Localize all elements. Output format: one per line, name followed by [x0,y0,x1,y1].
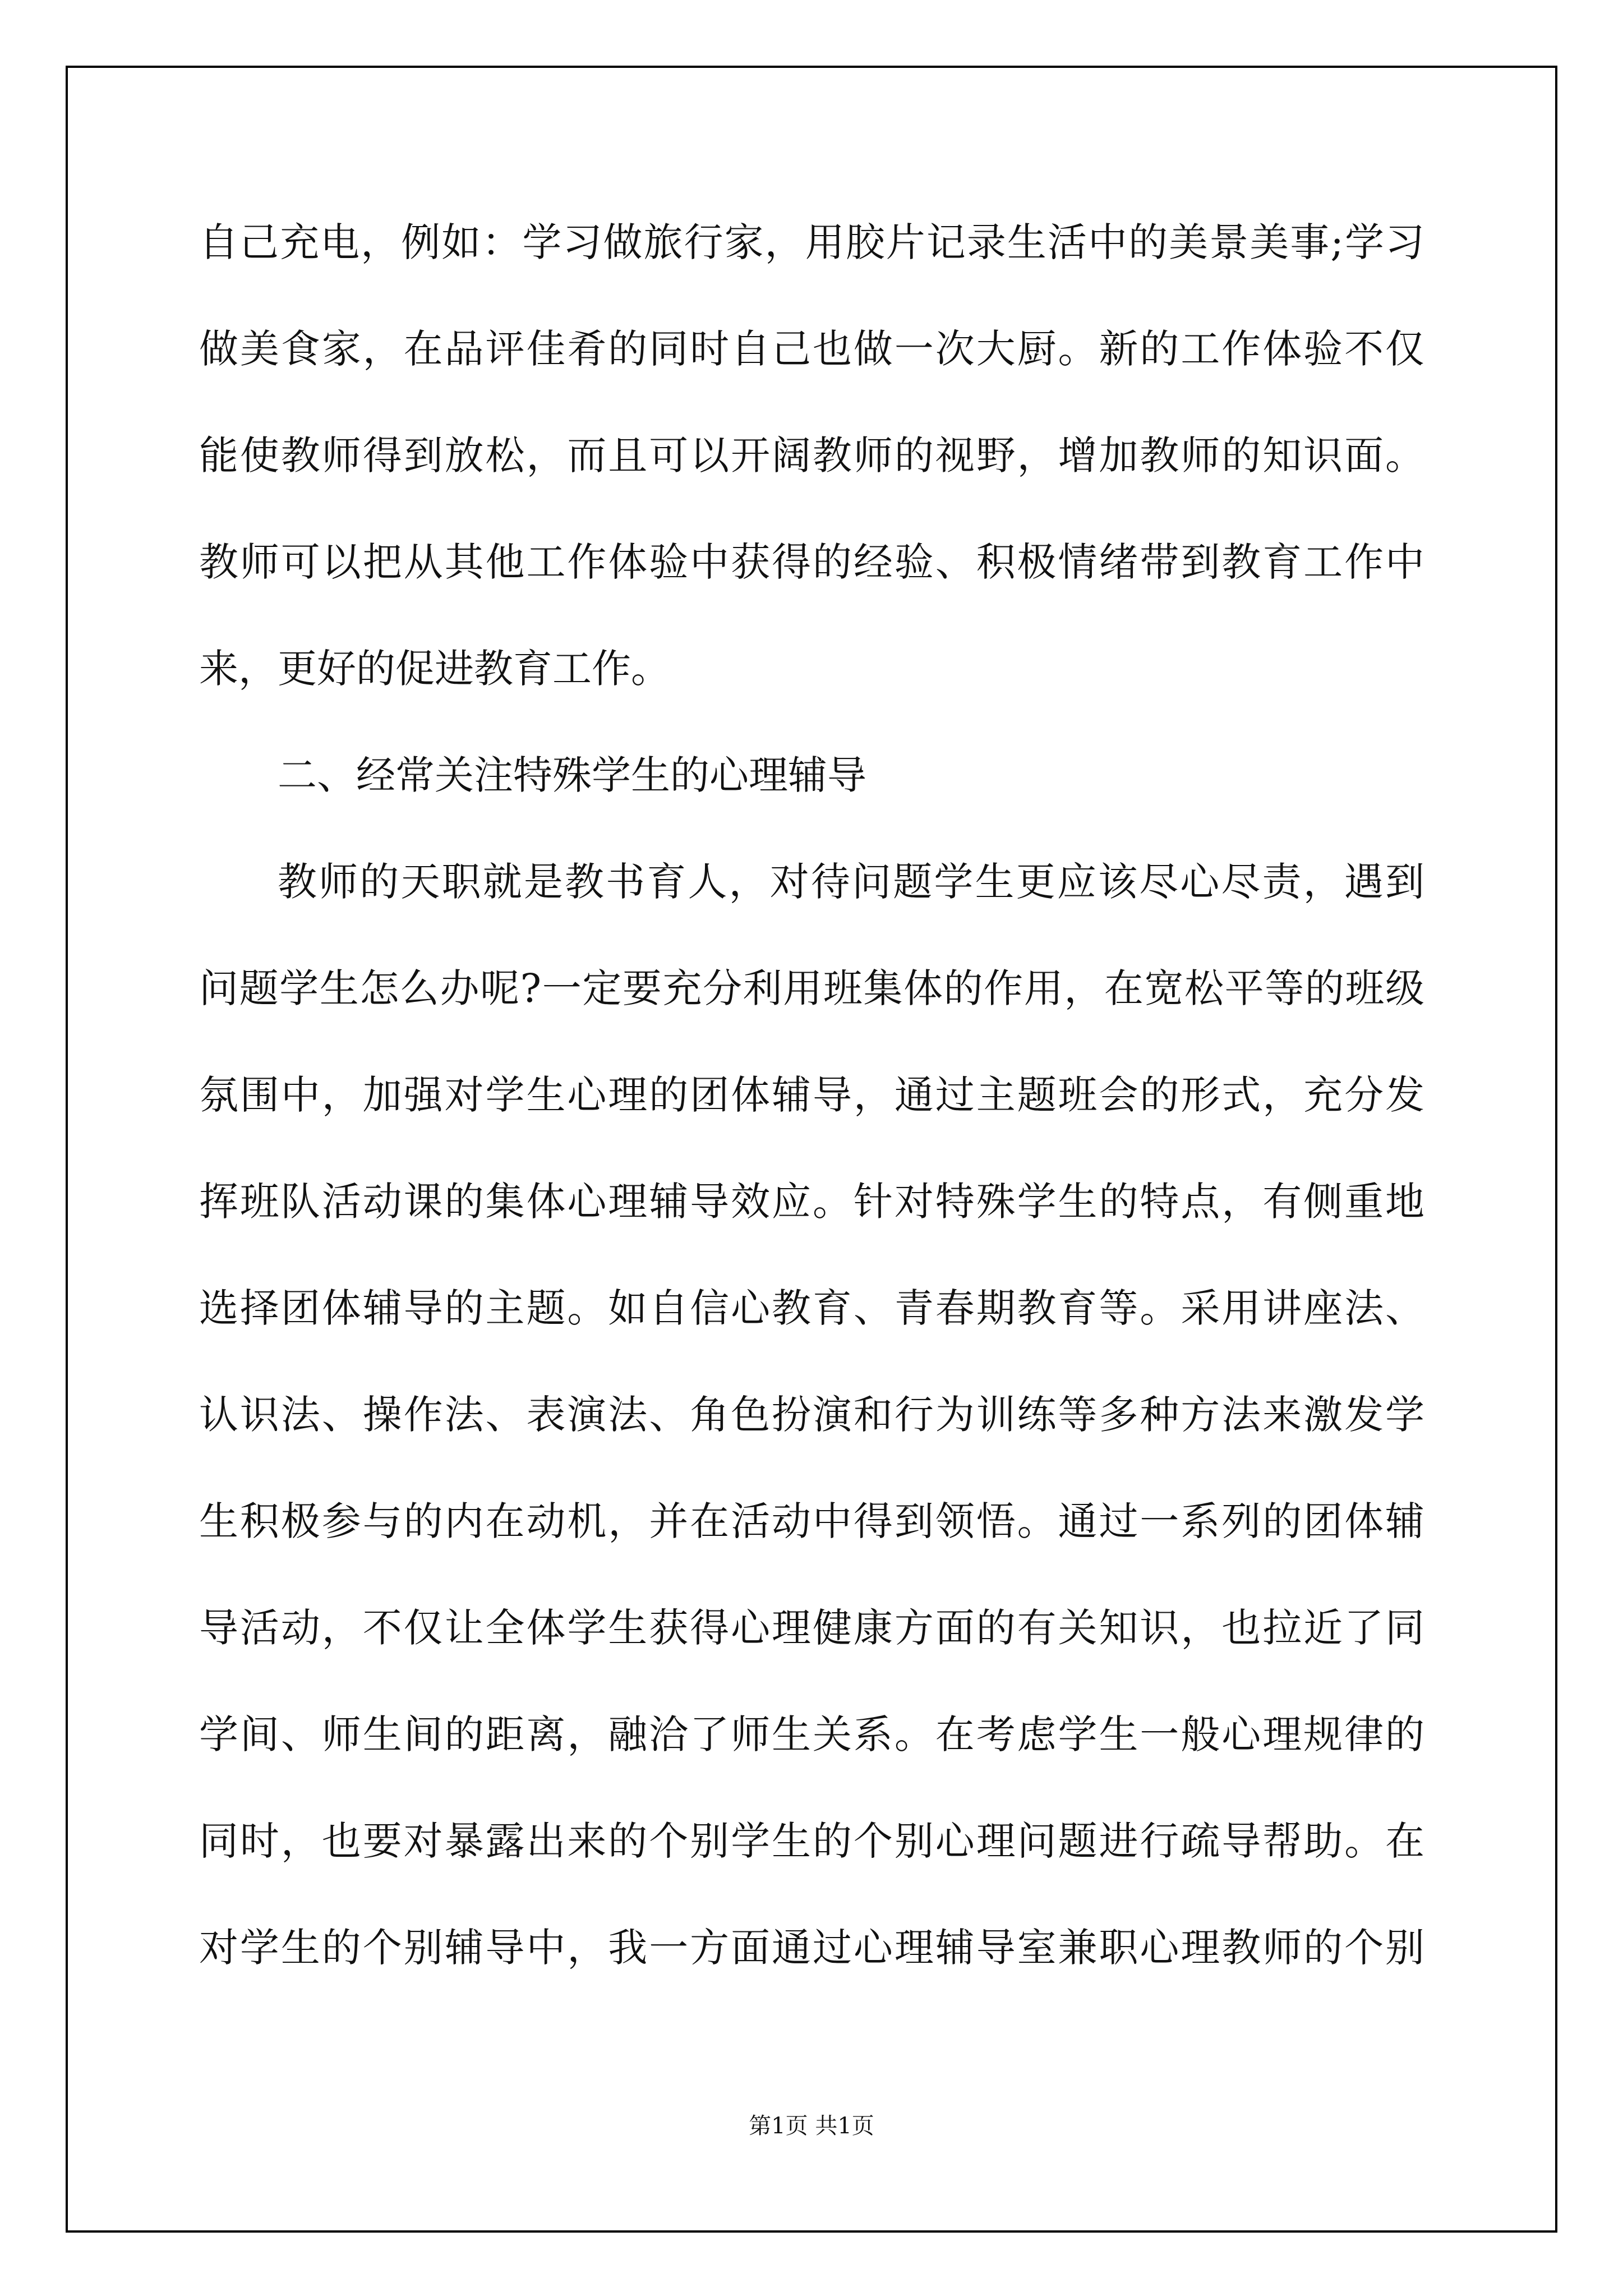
body-text-line: 教师可以把从其他工作体验中获得的经验、积极情绪带到教育工作中 [199,539,1424,585]
body-text-line: 选择团体辅导的主题。如自信心教育、青春期教育等。采用讲座法、 [199,1285,1424,1331]
body-text-line: 学间、师生间的距离，融洽了师生关系。在考虑学生一般心理规律的 [199,1711,1424,1757]
body-text-line: 对学生的个别辅导中，我一方面通过心理辅导室兼职心理教师的个别 [199,1925,1424,1971]
body-text-line: 自己充电，例如：学习做旅行家，用胶片记录生活中的美景美事;学习 [199,219,1424,265]
body-text-line: 教师的天职就是教书育人，对待问题学生更应该尽心尽责，遇到 [278,859,1424,905]
section-heading: 二、经常关注特殊学生的心理辅导 [278,752,866,798]
body-text-line: 挥班队活动课的集体心理辅导效应。针对特殊学生的特点，有侧重地 [199,1179,1424,1225]
body-text-line: 导活动，不仅让全体学生获得心理健康方面的有关知识，也拉近了同 [199,1605,1424,1651]
page-number-footer: 第1页 共1页 [749,2113,874,2139]
body-text-line: 认识法、操作法、表演法、角色扮演和行为训练等多种方法来激发学 [199,1392,1424,1438]
body-text-line: 同时，也要对暴露出来的个别学生的个别心理问题进行疏导帮助。在 [199,1818,1424,1864]
body-text-line: 生积极参与的内在动机，并在活动中得到领悟。通过一系列的团体辅 [199,1498,1424,1544]
body-text-line: 氛围中，加强对学生心理的团体辅导，通过主题班会的形式，充分发 [199,1072,1424,1118]
body-text-line: 做美食家，在品评佳肴的同时自己也做一次大厨。新的工作体验不仅 [199,326,1424,372]
body-text-line: 来，更好的促进教育工作。 [199,646,670,692]
body-text-line: 能使教师得到放松，而且可以开阔教师的视野，增加教师的知识面。 [199,432,1424,478]
body-text-line: 问题学生怎么办呢?一定要充分利用班集体的作用，在宽松平等的班级 [199,965,1424,1011]
page-border [66,66,1557,2233]
